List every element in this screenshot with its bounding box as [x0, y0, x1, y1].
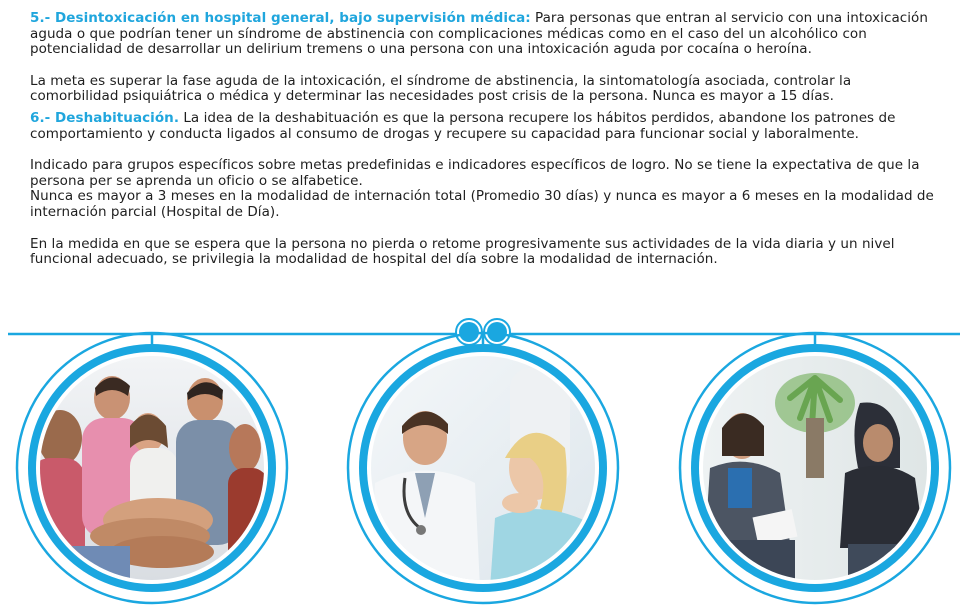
section-6-heading: 6.- Deshabituación. — [30, 109, 180, 126]
section-5-heading: 5.- Desintoxicación en hospital general, bajo supervisión médica: — [30, 10, 531, 26]
section-6-duration: Nunca es mayor a 3 meses en la modalidad de internación total (Promedio 30 días) y nunca es mayor a 6 meses en la modalidad de internación parcial (Hospital de Día). — [30, 188, 934, 220]
section-5-goal: La meta es superar la fase aguda de la intoxicación, el síndrome de abstinencia, la sintomatología asociada, controlar la comorbilidad psiquiátrica o médica y determinar las necesidades post crisis de la persona. Nunca es mayor a 15 días. — [30, 72, 852, 105]
section-5-intro: Para personas que entran al servicio con una intoxicación aguda o que podrían tener un síndrome de abstinencia con complicaciones médicas como en el caso del un alcohólico con potencialidad de desarrollar un delirium tremens o una persona con una intoxicación aguda por cocaína o heroína. — [30, 10, 928, 58]
photo-banner — [0, 308, 967, 613]
section-6-intro: La idea de la deshabituación es que la persona recupere los hábitos perdidos, abandone los patrones de comportamiento y conducta ligados al consumo de drogas y recupere su capacidad para funcionar social y laboralmente. — [30, 109, 896, 142]
section-5-paragraph — [30, 11, 935, 58]
photo-banner-graphic — [0, 308, 967, 613]
group-hands-photo — [17, 333, 287, 603]
section-6-priority: En la medida en que se espera que la persona no pierda o retome progresivamente sus actividades de la vida diaria y un nivel funcional adecuado, se privilegia la modalidad de hospital del día sobre la modalidad de internación. — [30, 235, 895, 268]
counseling-session-photo — [680, 333, 950, 603]
doctor-patient-photo — [348, 333, 618, 603]
section-6-indication: Indicado para grupos específicos sobre metas predefinidas e indicadores específicos de logro. No se tiene la expectativa de que la persona per se aprenda un oficio o se alfabetice. — [30, 157, 920, 189]
section-6-paragraph — [30, 111, 935, 142]
document-text — [30, 11, 935, 284]
